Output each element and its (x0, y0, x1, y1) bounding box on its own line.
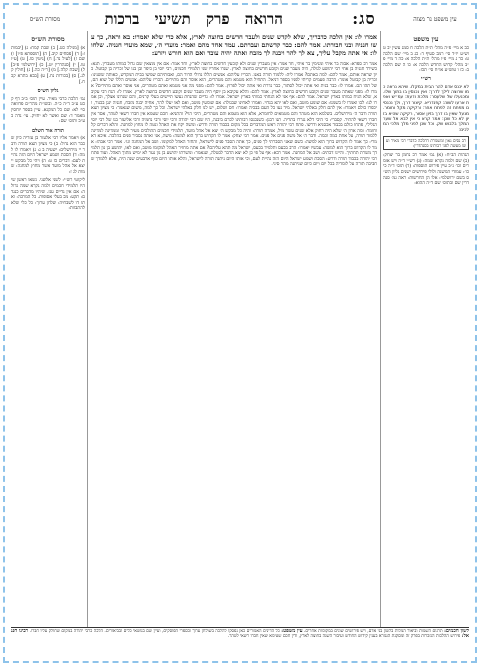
footer-label-b: עין משפט: (281, 629, 303, 634)
folio-number: סג: (352, 9, 376, 28)
page-body (11, 33, 469, 625)
right-column (383, 33, 469, 625)
likutei-rashi-text: ליקוטי רש״י: לשני אלשני. נשאו ראשן שיהיו תלמידי חכמים ולמה נקרא שמה גדולה: אם אין גדיים ענז. שיהיו מדברים כנגדם: תקע: מכ בעלי אסופות. כל המרבה: ואתו דו לשבחיה: שלחן ערוך: כל כלי שלא להתבזות: (11, 178, 85, 212)
right-column-bottom-text: הגהות הב״ח: (א) גמ׳ אמר רב נחמן בר יצחק: (ב) שם ולמה נקרא שמה: (ג) רש״י ד״ה ויש אומרים וכו׳ נ״ב עיין פירוש תוספות: (ד) תוס׳ ד״ה כי כו׳: עמודי המשנה ולולי פירושים ישנים גליון הש״ס בשם ירושלמי: אלו הן החרשות: ראה גמ׳ סנהדרין שם ובתוס׳ שם ד״ה ההוא: (383, 153, 469, 187)
side-tag-left: מסורת הש״ס (29, 15, 61, 23)
footer-rule (11, 627, 469, 628)
rashi-text: לא יכנס אדם להר הבית במקלו. שיהא נראה כמו שרוצה לילך לדרך: ואין נכנסין בו בתוך שלו. ומכנעלו של שלעסר: מלכת ודעת: עמ״ש ואפת ארעו לשוה: קפנדריא. קיצור דרך, ולך נכנסים מפתח זה לפתח אחר: ורקיקה מקל וחומר. מנעל שאין בו דרך בזיון אסור, רקיקה שהיא בזיון לא כל שכן: אמר קרא כי אין לבא אל שער המלך בלבוש שק. וכל שכן לפני מלך מלכי המלכים: (383, 84, 469, 133)
right-column-text: כב א מיי׳ פ״ה מהל׳ ת״ת הלכה ח סמג עשין יב טוש״ע יו״ד סי׳ רמב סעיף ד: כג ב מיי׳ שם הלכה ט: כד ג מיי׳ פ״ו מהל׳ ת״ת הלכה א: כה ד מיי׳ פ״ב מהל׳ קדוש החדש הלכה א: כו ה שם הלכה ב: כז ו טוש״ע או״ח סי׳ תכז: (383, 46, 469, 74)
page-frame (3, 3, 477, 663)
footer-text-a: תרגום השמות וביאור המלות בלשון בני אדם, ויש פירושים שונים במקומות אחרים. (304, 629, 443, 634)
page-header (5, 9, 475, 29)
side-tag-right: עין משפט נר מצוה (413, 15, 457, 23)
gemara-text: אמר רב ספרא: אבוה בר איהי ומנימין בר איהי, חד אמר: אין מעברין שנים ולא קובעין חדשים בחוצה לארץ, וחד אמר: אם אין מוצאין שם גדול כמותו מעברין. תנא: כשירד חנניה בן אחי רבי יהושע לגולה, היה מעבר שנים וקובע חדשים בחוצה לארץ. שגרו אחריו שני תלמידי חכמים, רבי יוסי בן כיפר ובן בנו של זכריה בן קבוטל. כיון שראה אותם, אמר להם: למה באתם? אמרו ליה: ללמוד תורה באנו. הכריז עליהם: אנשים הללו גדולי הדור הם, ואבותיהם שמשו בבית המקדש, כאותה ששנינו: זכריה בן קבוטל אומר: הרבה פעמים קריתי לפניו בספר דניאל. התחיל הוא מטמא והם מטהרים, הוא אוסר והם מתירים. הכריז עליהם: אנשים הללו של שוא הם, של תהו הם. אמרו לו: כבר בנית ואי אתה יכול לסתור, כבר גדרת ואי אתה יכול לפרוץ. אמר להם: מפני מה אני מטמא ואתם מטהרים, אני אוסר ואתם מתירים? אמרו לו: מפני שאתה מעבר שנים וקובע חדשים בחוצה לארץ. אמר להם: והלא עקיבא בן יוסף היה מעבר שנים וקובע חדשים בחוצה לארץ. אמרו לו: הנח רבי עקיבא, שלא הניח כמותו בארץ ישראל. אמר להם: אף אני לא הנחתי כמותי בארץ ישראל. אמרו לו: גדיים שהנחת נעשו תיישים בעלי קרנים, והם שגרונו אצלך, וכן אמרו לנו: לכו ואמרו לו בשמנו: אם שומע מוטב, ואם לאו יהא בנדוי. ואמרו לאחינו שבגולה: אם שומעין מוטב, ואם לאו יעלו להר, אחיה יבנה מזבח, חנניה ינגן בכנור, ויכפרו כולם ויאמרו: אין להם חלק באלהי ישראל. מיד געו כל העם בבכיה ואמרו: חס ושלום, יש לנו חלק באלהי ישראל. וכל כך למה, משום שנאמר: כי מציון תצא תורה ודבר ה׳ מירושלים. בשלמא הוא מטהר והם מטמאים לחומרא, אלא הוא מטמא והם מטהרים, היכי הוי? והתניא: חכם שטמא אין חברו רשאי לטהר, אסר אין חברו רשאי להתיר. קסברי: כי היכי דלא נגררו בתריה. תנו רבנן: כשנכנסו רבותינו לכרם ביבנה, היו שם רבי יהודה ורבי יוסי ורבי נחמיה ורבי אליעזר בנו של רבי יוסי הגלילי, פתחו כולם בכבוד אכסניא ודרשו. פתח רבי יהודה ראש המדברים בכל מקום בכבוד תורה ודרש: ומשה יקח את האהל ונטה לו מחוץ למחנה. והלא דברים קל וחומר: ומה ארון ה׳ שלא היה רחוק אלא שנים עשר מיל, אמרה תורה: והיה כל מבקש ה׳ יצא אל אהל מועד, תלמידי חכמים ההולכים מעיר לעיר וממדינה למדינה ללמוד תורה, על אחת כמה וכמה. ודבר ה׳ אל משה פנים אל פנים. אמר רבי יצחק: אמר לו הקדוש ברוך הוא למשה: משה, אני ואתה נסביר פנים בהלכה. איכא דאמרי: כך אמר לו הקדוש ברוך הוא למשה: כשם שאני הסברתי לך פנים, כך אתה הסבר פנים לישראל, והחזר האהל למקומו. ושב אל המחנה וגו׳. אמר רבי אבהו: אמר לו הקדוש ברוך הוא למשה: עכשיו יאמרו: הרב בכעס ותלמיד בכעס, ישראל מה תהא עליהם? אם אתה מחזיר האהל למקומו מוטב, ואם לאו, יהושע בן נון תלמידך משרת תחתיך. והיינו דכתיב: ושב אל המחנה. אמר רבא: אף על פי כן לא יצא הדבר לבטלה, שנאמר: ומשרתו יהושע בן נון נער לא ימיש מתוך האהל. ועוד פתח רבי יהודה בכבוד תורה ודרש: הסכת ושמע ישראל היום הזה נהיית לעם, וכי אותו היום ניתנה תורה לישראל, והלא אותו היום סוף ארבעים שנה היה, אלא ללמדך שחביבה תורה על לומדיה בכל יום ויום כיום שניתנה מהר סיני. (91, 61, 377, 168)
footer-label-a: לשון חכמים: (444, 629, 469, 634)
gilyon-text: גמ׳ הלכה כרבי מאיר. עיין תוס׳ ב״ב דף קכט ע״ב ד״ה כ״ה. ובשו״ת מהר״ם פדוואה סי׳ לא: שם כל המקנא. עיין בספר יוחסין מאמר ד: שם ואשר לא יחזיק. עי׳ נדה כ ע״ב ותוס׳ שם: (11, 96, 85, 125)
footer-text-b: כל הדינים האמורים כאן נפסקו להלכה בשולחן ערוך ובספרי הפוסקים, ועיין שם בנושאי כלים ובביאורים. הלכה כרבי יהודה במקום שחולק עליו חברו. (29, 629, 280, 634)
rashi-heading: רש״י (421, 75, 431, 82)
left-column (11, 33, 85, 625)
right-column-title: עין משפט (413, 35, 439, 43)
gilyon-heading: גליון הש״ס (37, 88, 59, 95)
footer-text-c: פירוש ההלכות הנזכרות בפרק זה ומסקנת הגמרא בענין קידוש החודש ועיבור השנה בחוצה לארץ, ודין חכם שטימא שאין חברו רשאי לטהר. (227, 634, 461, 640)
footer-label-c: רבינו חננאל: (11, 629, 469, 640)
torah-or-heading: תורה אור השלם (32, 127, 64, 134)
center-column (91, 33, 377, 625)
page-footer (11, 629, 469, 655)
rav-nissim-box: רב נסים גאון ומשמרת דהלכה כדברי רבי מאיר ועשו מעשה לפני רבותינו בסנהדרין: (383, 136, 469, 150)
running-head: הרואה פרק תשיעי ברכות (104, 9, 283, 28)
torah-or-text: א) ויאמר אליו רבי אלעזר בן עזריה כיון שכבר הוא גדול: ב) כי מציון תצא תורה ודבר יי מירושלים: ישעיה ב ג: ג) ויאמרו לו למה: ד) הסכת ושמע ישראל היום הזה נהיית לעם: דברים כז ט: ה) ויהי כל מבקש יי יצא אל אהל מועד אשר מחוץ למחנה: שמות לג ז: (11, 136, 85, 175)
main-mishnah-text: אמרו לו: אין הלכה כדבריך, שלא לקדש שנים ולעבר חדשים בחוצה לארץ, אלא כדי שלא יאמרו: בא וראה, כך עשו חנניה ובני חבורתו. אמר להם: כבר קדשתם ועברתם. עמד אחד מהם ואמר: מועדי ה׳, שמא מועדי חנניה. שלחו לו: אי אתה מקבל עליך, צא לך להר ויבנה לך מזבח ואתה יהיה עובד ואם הוא חורש ויזרע: (91, 33, 377, 58)
left-column-title: מסורת הש״ס (31, 35, 65, 43)
masoret-text: א) [מגילה כט.] ב) שבת קמח: ג) [יבמות ו:] ד) [פסחים קיב.] ה) [תוספתא פ״ז] ו) שם ז) [לעיל נד.] ח) [גיטין סז.] ט) [ע״ז טו.] י) [סנהדרין יט.] כ) [ירושלמי פ״ב] ל) [שבת קלה.] מ) [ר״ה כה.] נ) [חולין קלג.] ס) [בכורות נח.] ע) [בבא בתרא קכח.] (11, 46, 85, 85)
